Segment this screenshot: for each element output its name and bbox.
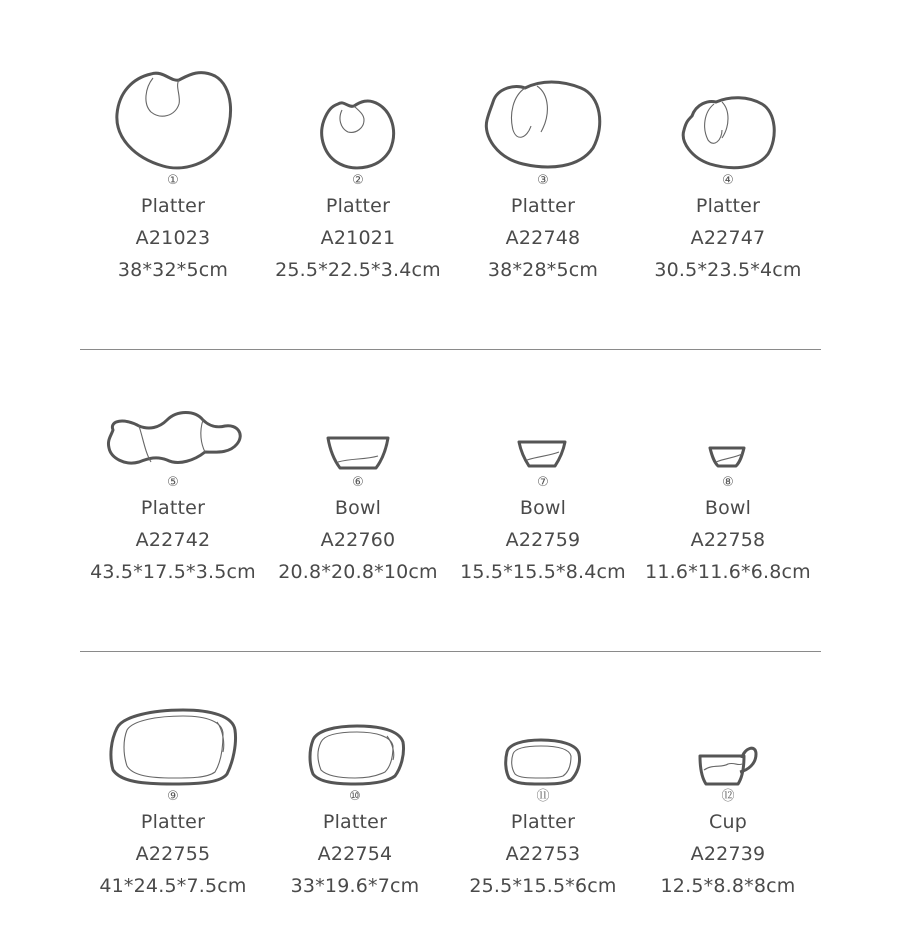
item-code: A22760 xyxy=(320,529,396,551)
bowl-medium-icon xyxy=(453,400,633,474)
platter-lobe-small-icon xyxy=(268,66,448,172)
item-number: ⑨ xyxy=(167,789,179,804)
item-size: 20.8*20.8*10cm xyxy=(278,561,438,583)
item-type: Platter xyxy=(140,195,206,217)
row-divider-1 xyxy=(80,349,821,350)
item-type: Platter xyxy=(140,811,206,833)
item-code: A22748 xyxy=(505,227,581,249)
item-code: A22753 xyxy=(505,843,581,865)
item-size: 30.5*23.5*4cm xyxy=(654,259,802,281)
product-item-11 xyxy=(453,700,633,902)
bowl-small-icon xyxy=(638,400,818,474)
item-size: 38*28*5cm xyxy=(487,259,599,281)
item-type: Platter xyxy=(140,497,206,519)
row-divider-2 xyxy=(80,651,821,652)
item-code: A22758 xyxy=(690,529,766,551)
product-item-2 xyxy=(268,66,448,286)
item-number: ⑧ xyxy=(722,475,734,490)
product-item-3 xyxy=(453,66,633,286)
item-number: ⑩ xyxy=(349,789,361,804)
item-size: 15.5*15.5*8.4cm xyxy=(460,561,626,583)
item-size: 41*24.5*7.5cm xyxy=(99,875,247,897)
item-size: 25.5*22.5*3.4cm xyxy=(275,259,441,281)
platter-cloud-icon xyxy=(83,400,263,474)
item-code: A22755 xyxy=(135,843,211,865)
item-size: 11.6*11.6*6.8cm xyxy=(645,561,811,583)
cup-icon xyxy=(638,700,818,788)
platter-oval-small-icon xyxy=(638,66,818,172)
product-item-5 xyxy=(83,400,263,588)
item-size: 25.5*15.5*6cm xyxy=(469,875,617,897)
platter-lobe-large-icon xyxy=(83,66,263,172)
platter-rim-large-icon xyxy=(83,700,263,788)
item-size: 33*19.6*7cm xyxy=(290,875,420,897)
product-item-4 xyxy=(638,66,818,286)
product-item-8 xyxy=(638,400,818,588)
item-code: A22754 xyxy=(317,843,393,865)
item-code: A22759 xyxy=(505,529,581,551)
item-type: Platter xyxy=(695,195,761,217)
item-number: ⑥ xyxy=(352,475,364,490)
bowl-large-icon xyxy=(268,400,448,474)
platter-oval-large-icon xyxy=(453,66,633,172)
item-number: ② xyxy=(352,173,364,188)
platter-rim-small-icon xyxy=(453,700,633,788)
product-item-7 xyxy=(453,400,633,588)
item-number: ⑪ xyxy=(536,789,550,804)
item-code: A22747 xyxy=(690,227,766,249)
item-type: Bowl xyxy=(704,497,752,519)
item-number: ① xyxy=(167,173,179,188)
item-code: A22739 xyxy=(690,843,766,865)
item-code: A21023 xyxy=(135,227,211,249)
item-type: Platter xyxy=(510,195,576,217)
item-type: Cup xyxy=(709,811,747,833)
product-item-6 xyxy=(268,400,448,588)
item-number: ⑦ xyxy=(537,475,549,490)
item-number: ⑫ xyxy=(721,789,735,804)
product-item-9 xyxy=(83,700,263,902)
product-item-12 xyxy=(638,700,818,902)
item-code: A22742 xyxy=(135,529,211,551)
item-size: 38*32*5cm xyxy=(117,259,229,281)
item-type: Platter xyxy=(322,811,388,833)
item-type: Bowl xyxy=(334,497,382,519)
product-item-1 xyxy=(83,66,263,286)
item-code: A21021 xyxy=(320,227,396,249)
item-size: 12.5*8.8*8cm xyxy=(660,875,796,897)
item-number: ⑤ xyxy=(167,475,179,490)
item-type: Bowl xyxy=(519,497,567,519)
item-type: Platter xyxy=(325,195,391,217)
product-item-10 xyxy=(265,700,445,902)
platter-rim-medium-icon xyxy=(265,700,445,788)
item-number: ④ xyxy=(722,173,734,188)
item-number: ③ xyxy=(537,173,549,188)
item-size: 43.5*17.5*3.5cm xyxy=(90,561,256,583)
item-type: Platter xyxy=(510,811,576,833)
